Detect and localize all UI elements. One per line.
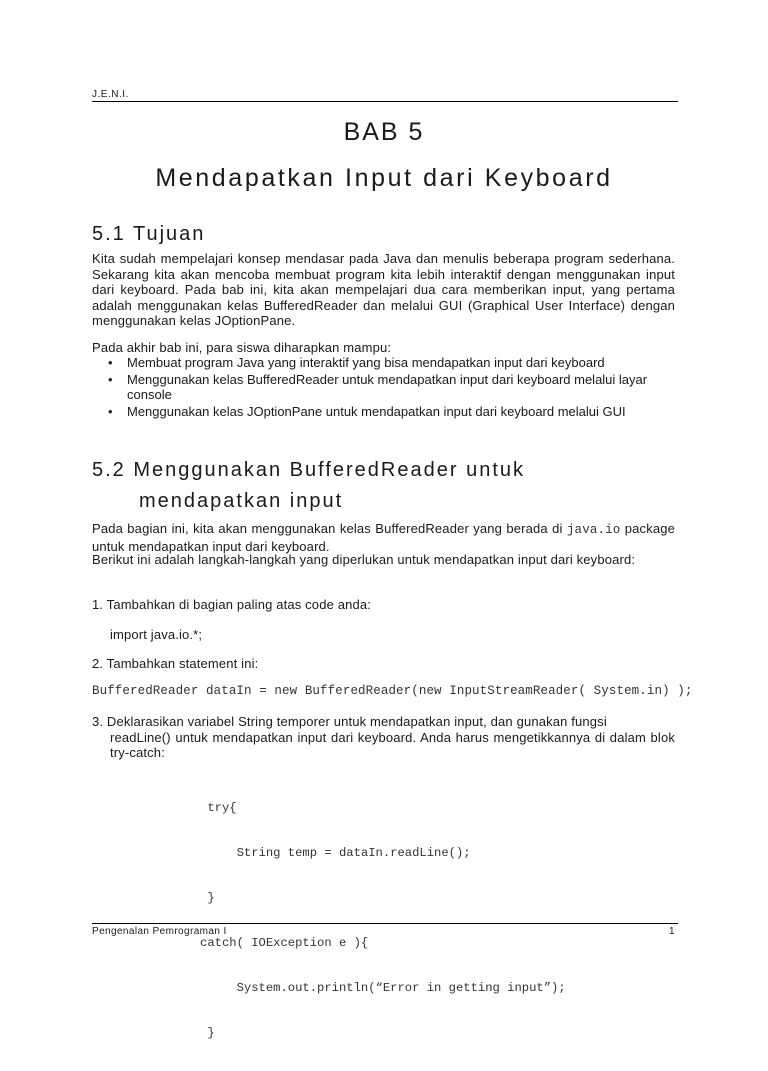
section2-paragraph-1: Pada bagian ini, kita akan menggunakan kelas BufferedReader yang berada di java.io package untuk mendapatkan input dari keyboard. — [92, 521, 675, 554]
running-footer: Pengenalan Pemrograman I — [92, 926, 227, 937]
code-line: } — [200, 891, 215, 905]
step-2-text: 2. Tambahkan statement ini: — [92, 656, 259, 671]
section-heading-bufferedreader-cont: mendapatkan input — [139, 490, 344, 512]
section-heading-bufferedreader: 5.2 Menggunakan BufferedReader untuk — [92, 459, 526, 481]
page-number: 1 — [669, 926, 675, 937]
list-item: • Menggunakan kelas BufferedReader untuk mendapatkan input dari keyboard melalui layar console — [92, 372, 672, 403]
code-block-try-catch — [200, 771, 566, 1071]
step-3-text: 3. Deklarasikan variabel String temporer untuk mendapatkan input, dan gunakan fungsi readLine() untuk mendapatkan input dari keyboard. Anda harus mengetikkannya di dalam blok try-catch: — [92, 714, 675, 761]
code-line: System.out.println(“Error in getting input”); — [200, 981, 566, 995]
objectives-intro: Pada akhir bab ini, para siswa diharapkan mampu: — [92, 340, 392, 355]
step-2-code: BufferedReader dataIn = new BufferedReader(new InputStreamReader( System.in) ); — [92, 684, 693, 698]
code-line: } — [200, 1026, 215, 1040]
section-heading-tujuan: 5.1 Tujuan — [92, 223, 206, 245]
header-divider — [92, 101, 678, 102]
code-line: try{ — [200, 801, 237, 815]
section1-paragraph: Kita sudah mempelajari konsep mendasar pada Java dan menulis beberapa program sederhana. Sekarang kita akan mencoba membuat program kita lebih interaktif dengan menggunakan input dari keyboard. Pada bab ini, kita akan mempelajari dua cara memberikan input, yang pertama adalah menggunakan kelas BufferedReader dan melalui GUI (Graphical User Interface) dengan menggunakan kelas JOptionPane. — [92, 251, 675, 329]
objectives-list — [92, 355, 672, 420]
step-1-code: import java.io.*; — [110, 627, 203, 642]
chapter-number: BAB 5 — [343, 118, 425, 146]
list-item: • Membuat program Java yang interaktif yang bisa mendapatkan input dari keyboard — [92, 355, 672, 371]
footer-divider — [92, 923, 678, 924]
code-line: catch( IOException e ){ — [200, 936, 369, 950]
chapter-title: Mendapatkan Input dari Keyboard — [155, 164, 613, 192]
section2-paragraph-2: Berikut ini adalah langkah-langkah yang diperlukan untuk mendapatkan input dari keyboard: — [92, 552, 636, 567]
step-1-text: 1. Tambahkan di bagian paling atas code anda: — [92, 597, 371, 612]
list-item: • Menggunakan kelas JOptionPane untuk mendapatkan input dari keyboard melalui GUI — [92, 404, 672, 420]
code-line: String temp = dataIn.readLine(); — [200, 846, 471, 860]
inline-code-java-io: java.io — [566, 523, 621, 537]
running-header: J.E.N.I. — [92, 89, 129, 100]
